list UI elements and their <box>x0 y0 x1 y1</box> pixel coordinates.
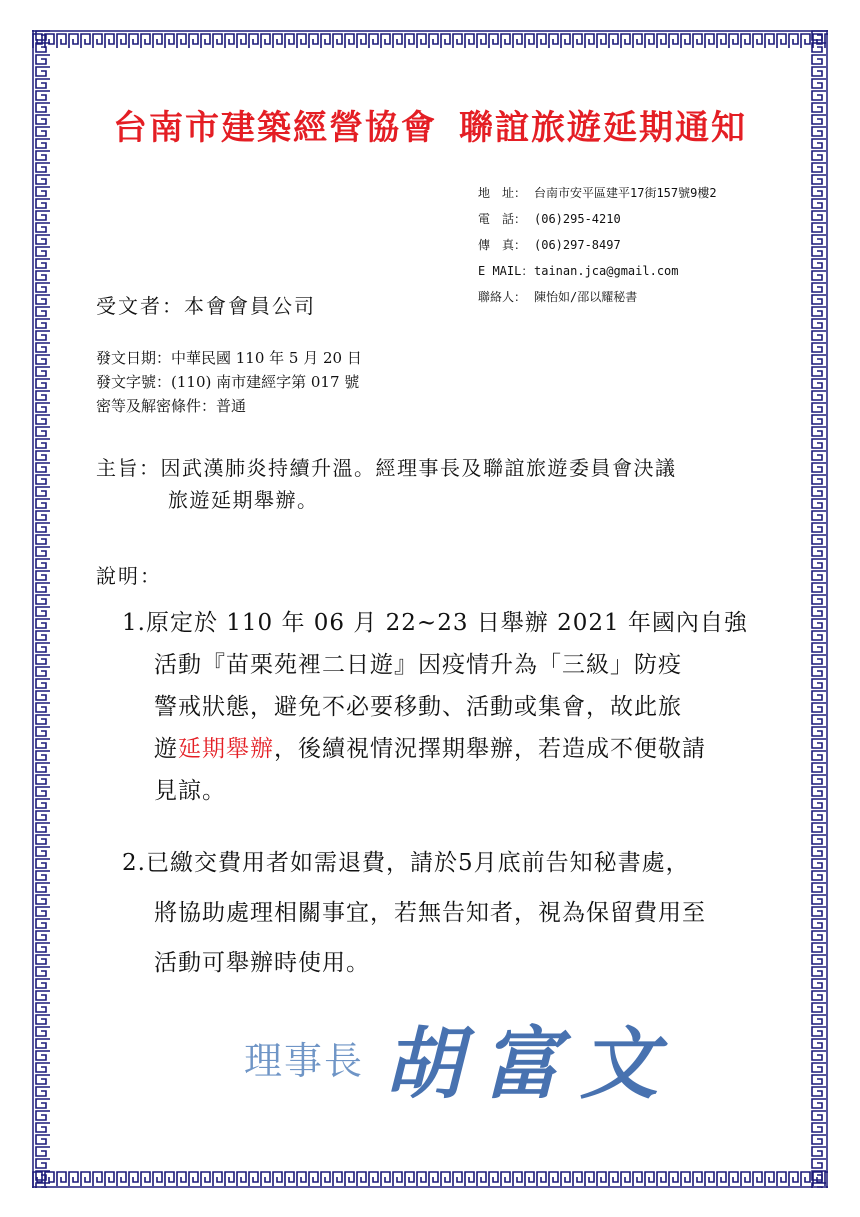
border-top <box>32 30 828 50</box>
issue-date: 發文日期：中華民國 110 年 5 月 20 日 <box>96 349 362 367</box>
explanation-heading: 說明： <box>96 564 162 588</box>
contact-fax: 傳 真： (06)297-8497 <box>478 238 621 252</box>
title-notice: 聯誼旅遊延期通知 <box>459 108 747 148</box>
border-bottom <box>32 1168 828 1188</box>
item2-line-2: 將協助處理相關事宜，若無告知者，視為保留費用至 <box>154 900 706 926</box>
item1-line-1: 1.原定於 110 年 06 月 22~23 日舉辦 2021 年國內自強 <box>122 610 748 636</box>
contact-address: 地 址： 台南市安平區建平17街157號9樓2 <box>478 186 717 200</box>
document-title <box>0 100 860 149</box>
item1-line-2: 活動『苗栗苑裡二日遊』因疫情升為「三級」防疫 <box>154 652 682 678</box>
contact-person: 聯絡人： 陳怡如/邵以耀秘書 <box>478 290 638 304</box>
item2-line-3: 活動可舉辦時使用。 <box>154 950 370 976</box>
document-meta <box>96 346 362 418</box>
title-organization: 台南市建築經營協會 <box>113 108 437 148</box>
chairman-signature-stamp <box>244 1000 679 1120</box>
explanation-item-2 <box>122 838 812 988</box>
explanation-item-1 <box>122 602 812 812</box>
signature-name: 胡富文 <box>384 1019 679 1110</box>
subject <box>96 452 806 516</box>
contact-block <box>478 180 717 310</box>
recipient: 受文者：本會會員公司 <box>96 294 316 318</box>
document-number: 發文字號：(110) 南市建經字第 017 號 <box>96 373 360 391</box>
item1-line-4: 遊延期舉辦，後續視情況擇期舉辦，若造成不便敬請 <box>154 736 706 762</box>
contact-phone: 電 話： (06)295-4210 <box>478 212 621 226</box>
item2-line-1: 2.已繳交費用者如需退費，請於5月底前告知秘書處， <box>122 850 690 876</box>
postponed-highlight: 延期舉辦 <box>178 736 274 762</box>
border-left <box>32 30 52 1188</box>
classification: 密等及解密條件：普通 <box>96 397 247 415</box>
signature-title: 理事長 <box>244 1039 365 1083</box>
subject-line-1: 主旨：因武漢肺炎持續升溫。經理事長及聯誼旅遊委員會決議 <box>96 456 677 480</box>
item1-line-5: 見諒。 <box>154 778 226 804</box>
contact-email: E MAIL：tainan.jca@gmail.com <box>478 264 679 278</box>
item1-line-3: 警戒狀態，避免不必要移動、活動或集會，故此旅 <box>154 694 682 720</box>
subject-line-2: 旅遊延期舉辦。 <box>168 488 319 512</box>
